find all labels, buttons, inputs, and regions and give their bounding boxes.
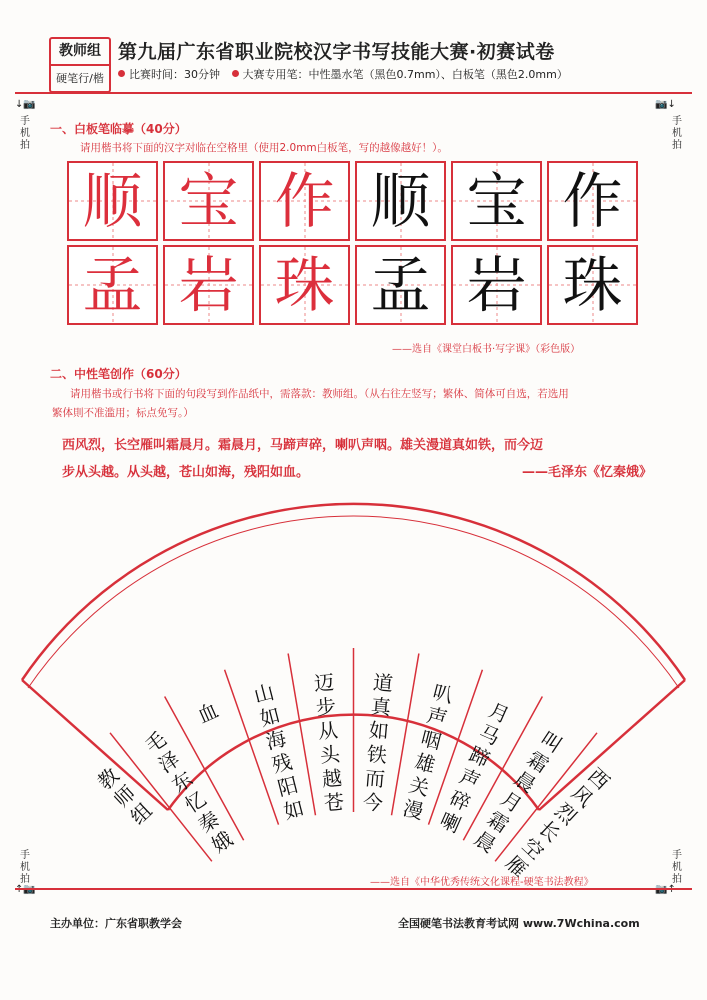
copy-cell[interactable]: 岩 bbox=[451, 245, 542, 325]
organizer: 主办单位：广东省职教学会 bbox=[50, 917, 182, 930]
fan-column: 迈步从头越苍 bbox=[312, 670, 345, 816]
footer-divider bbox=[15, 888, 692, 890]
camera-icon: 📷 bbox=[655, 99, 668, 110]
copy-cell[interactable]: 宝 bbox=[451, 161, 542, 241]
model-cell: 孟 bbox=[67, 245, 158, 325]
fan-column: 叭声咽雄关漫 bbox=[400, 679, 456, 824]
section2-instruction-line2: 繁体則不准滥用；标点免写。） bbox=[52, 407, 194, 419]
fan-column: 毛泽东忆秦娥 bbox=[140, 726, 237, 858]
fan-column: 山如海残阳如 bbox=[251, 679, 307, 824]
camera-icon: 📷 bbox=[23, 99, 36, 110]
time-label: 比赛时间：30分钟 bbox=[129, 68, 220, 81]
copy-cell[interactable]: 顺 bbox=[355, 161, 446, 241]
camera-mark-top-left: ↓📷 bbox=[15, 99, 36, 110]
badge-category-label: 硬笔行/楷 bbox=[56, 72, 104, 85]
model-cell: 作 bbox=[259, 161, 350, 241]
model-cell: 珠 bbox=[259, 245, 350, 325]
poem-line1: 西风烈，长空雁叫霜晨月。霜晨月，马蹄声碎，喇叭声咽。雄关漫道真如铁，而今迈 bbox=[62, 438, 544, 453]
phone-label-bottom-right: 手机拍 bbox=[672, 850, 682, 885]
model-cell: 顺 bbox=[67, 161, 158, 241]
fan-column: 月马蹄声碎喇 bbox=[436, 697, 514, 838]
phone-label-bottom-left: 手机拍 bbox=[20, 850, 30, 885]
model-cell: 岩 bbox=[163, 245, 254, 325]
section1-heading: 一、白板笔临摹（40分） bbox=[50, 122, 187, 136]
phone-label-top-right: 手机拍 bbox=[672, 116, 682, 151]
section1-instruction: 请用楷书将下面的汉字对临在空格里（使用2.0mm白板笔，写的越像越好！）。 bbox=[80, 142, 448, 154]
badge-group-label: 教师组 bbox=[51, 39, 109, 66]
poem-line2: 步从头越。从头越，苍山如海，残阳如血。 bbox=[62, 465, 310, 480]
fan-column: 教师组 bbox=[92, 763, 157, 830]
fan-column: 道真如铁而今 bbox=[362, 670, 395, 816]
model-cell: 宝 bbox=[163, 161, 254, 241]
website: 全国硬笔书法教育考试网 www.7Wchina.com bbox=[398, 917, 640, 930]
exam-title: 第九届广东省职业院校汉字书写技能大赛·初赛试卷 bbox=[118, 41, 555, 63]
phone-label-top-left: 手机拍 bbox=[20, 116, 30, 151]
copy-cell[interactable]: 孟 bbox=[355, 245, 446, 325]
section2-instruction-line1: 请用楷书或行书将下面的句段写到作品纸中，需落款：教师组。（从右往左竖写；繁体、简体可自选，若选用 bbox=[70, 388, 569, 400]
fan-column: 血 bbox=[193, 697, 222, 728]
poem-author: ——毛泽东《忆秦娥》 bbox=[521, 465, 652, 480]
section2-heading: 二、中性笔创作（60分） bbox=[50, 367, 187, 381]
pens-label: 大赛专用笔：中性墨水笔（黑色0.7mm）、白板笔（黑色2.0mm） bbox=[242, 68, 568, 81]
section1-source: ——选自《课堂白板书·写字课》（彩色版） bbox=[392, 344, 581, 355]
fan-column: 叫霜晨月霜晨 bbox=[470, 726, 567, 858]
copy-cell[interactable]: 珠 bbox=[547, 245, 638, 325]
copy-cell[interactable]: 作 bbox=[547, 161, 638, 241]
fan-column: 西风烈长空雁 bbox=[500, 763, 615, 883]
section2-source: ——选自《中华优秀传统文化课程-硬笔书法教程》 bbox=[370, 877, 594, 888]
camera-mark-top-right: 📷↓ bbox=[655, 99, 676, 110]
